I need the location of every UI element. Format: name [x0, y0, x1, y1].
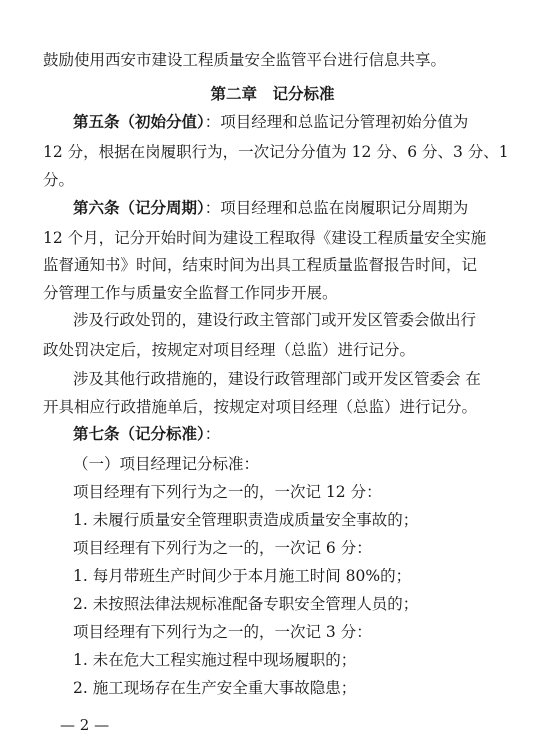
article-7-text: ： [204, 425, 221, 443]
body-line: 项目经理有下列行为之一的，一次记 3 分： [73, 623, 372, 641]
body-line: 12 分，根据在岗履职行为，一次记分分值为 12 分、6 分、3 分、1 [43, 143, 509, 161]
article-7-line [73, 424, 505, 444]
body-line: 鼓励使用西安市建设工程质量安全监管平台进行信息共享。 [43, 51, 447, 69]
article-6-label: 第六条（记分周期） [73, 198, 205, 217]
body-line: 项目经理有下列行为之一的，一次记 6 分： [73, 539, 372, 557]
body-line: 2. 施工现场存在生产安全重大事故隐患； [73, 679, 357, 697]
body-line: 政处罚决定后，按规定对项目经理（总监）进行记分。 [43, 341, 416, 359]
article-5-text: ：项目经理和总监记分管理初始分值为 [204, 113, 469, 131]
body-line: 开具相应行政措施单后，按规定对项目经理（总监）进行记分。 [43, 398, 478, 416]
body-line: 涉及其他行政措施的，建设行政管理部门或开发区管委会 在 [73, 370, 481, 388]
body-line: （一）项目经理记分标准： [73, 455, 260, 473]
page-number: — 2 — [60, 716, 110, 734]
body-line: 分管理工作与质量安全监督工作同步开展。 [43, 284, 338, 302]
article-6-line [73, 198, 505, 218]
body-line: 12 个月，记分开始时间为建设工程取得《建设工程质量安全实施 [43, 229, 487, 247]
article-6-text: ：项目经理和总监在岗履职记分周期为 [204, 199, 469, 217]
article-5-line [73, 112, 505, 132]
body-line: 2. 未按照法律法规标准配备专职安全管理人员的； [73, 595, 419, 613]
body-line: 1. 未在危大工程实施过程中现场履职的； [73, 651, 357, 669]
body-line: 1. 每月带班生产时间少于本月施工时间 80%的； [73, 567, 412, 585]
article-5-label: 第五条（初始分值） [73, 112, 205, 131]
body-line: 涉及行政处罚的，建设行政主管部门或开发区管委会做出行 [73, 311, 477, 329]
body-line: 分。 [43, 171, 75, 189]
body-line: 监督通知书》时间，结束时间为出具工程质量监督报告时间，记 [43, 256, 478, 274]
body-line: 1. 未履行质量安全管理职责造成质量安全事故的； [73, 511, 419, 529]
chapter-heading: 第二章 记分标准 [210, 84, 335, 103]
article-7-label: 第七条（记分标准） [73, 424, 205, 443]
body-line: 项目经理有下列行为之一的，一次记 12 分： [73, 483, 382, 501]
